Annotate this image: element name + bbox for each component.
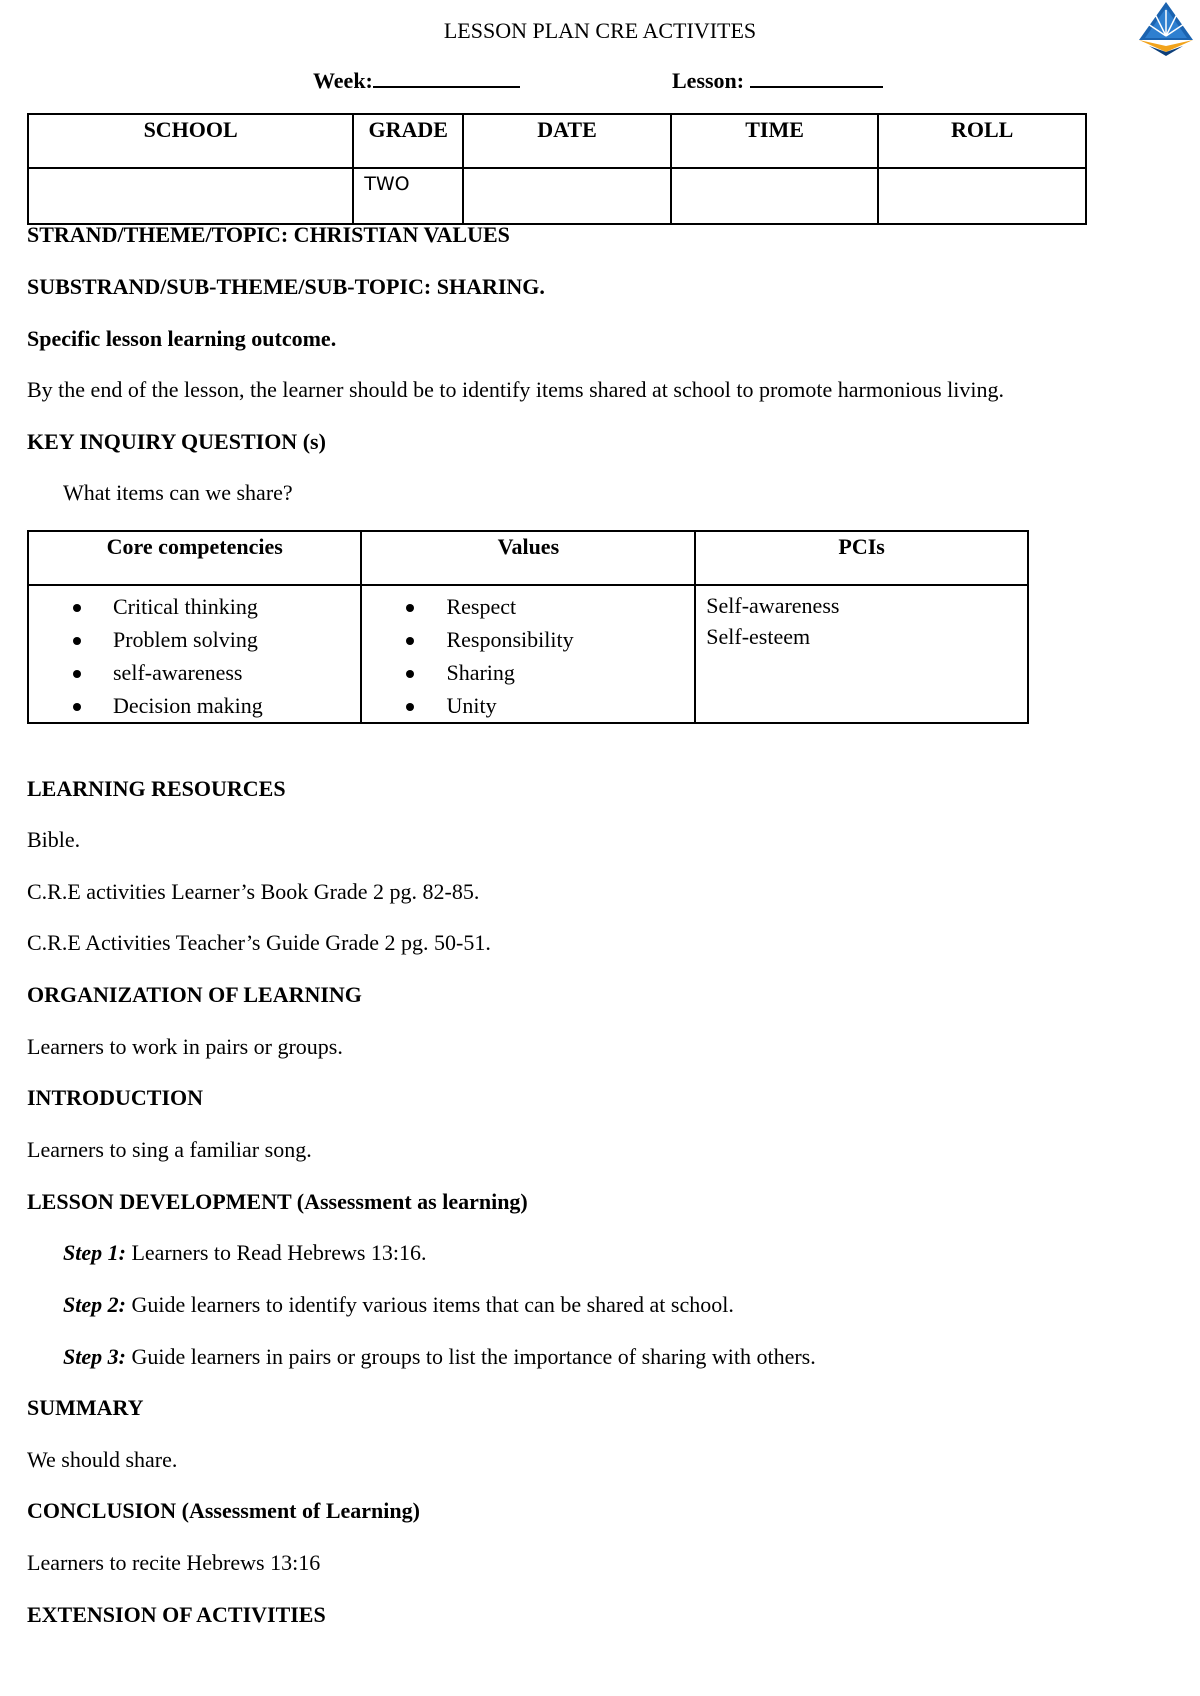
table-header-row [28, 114, 1086, 168]
introduction-text: Learners to sing a familiar song. [27, 1137, 312, 1162]
bullet-icon [73, 637, 81, 645]
bullet-icon [406, 703, 414, 711]
header-grade: GRADE [353, 114, 463, 168]
bullet-icon [73, 670, 81, 678]
table-header-row [28, 531, 1028, 585]
list-item: Respect [398, 590, 684, 623]
header-roll: ROLL [878, 114, 1086, 168]
summary-text: We should share. [27, 1447, 178, 1472]
table-row [28, 585, 1028, 723]
week-label: Week: [313, 68, 373, 93]
list-item: Self-awareness [706, 593, 840, 618]
bullet-icon [73, 703, 81, 711]
step-1: Step 1: Learners to Read Hebrews 13:16. [63, 1240, 427, 1265]
page-title: LESSON PLAN CRE ACTIVITES [443, 18, 757, 43]
lesson-blank[interactable] [750, 66, 883, 88]
substrand-heading: SUBSTRAND/SUB-THEME/SUB-TOPIC: SHARING. [27, 274, 545, 299]
lesson-info-table [27, 113, 1087, 225]
kiq-text: What items can we share? [63, 480, 293, 505]
resource-item: Bible. [27, 827, 81, 852]
conclusion-heading: CONCLUSION (Assessment of Learning) [27, 1498, 420, 1523]
strand-heading: STRAND/THEME/TOPIC: CHRISTIAN VALUES [27, 222, 510, 247]
resource-item: C.R.E Activities Teacher’s Guide Grade 2 pg. 50-51. [27, 930, 491, 955]
lesson-label: Lesson: [672, 68, 745, 93]
bullet-icon [73, 604, 81, 612]
list-item: Critical thinking [65, 590, 350, 623]
week-field [313, 66, 520, 94]
list-item: Unity [398, 689, 684, 722]
bullet-icon [406, 670, 414, 678]
introduction-heading: INTRODUCTION [27, 1085, 204, 1110]
lesson-field [672, 66, 883, 94]
summary-heading: SUMMARY [27, 1395, 144, 1420]
list-item: self-awareness [65, 656, 350, 689]
development-heading: LESSON DEVELOPMENT (Assessment as learning) [27, 1189, 528, 1214]
cell-roll[interactable] [878, 168, 1086, 224]
table-row [28, 168, 1086, 224]
bullet-icon [406, 637, 414, 645]
organization-heading: ORGANIZATION OF LEARNING [27, 982, 362, 1007]
list-item: Problem solving [65, 623, 350, 656]
step-2: Step 2: Guide learners to identify various items that can be shared at school. [63, 1292, 734, 1317]
bullet-icon [406, 604, 414, 612]
list-item: Sharing [398, 656, 684, 689]
pcis-cell [695, 585, 1028, 723]
step-3: Step 3: Guide learners in pairs or groups to list the importance of sharing with others. [63, 1344, 816, 1369]
resources-heading: LEARNING RESOURCES [27, 776, 286, 801]
outcome-text: By the end of the lesson, the learner should be to identify items shared at school to promote harmonious living. [27, 377, 1004, 402]
conclusion-text: Learners to recite Hebrews 13:16 [27, 1550, 321, 1575]
list-item: Responsibility [398, 623, 684, 656]
values-cell [361, 585, 695, 723]
cell-date[interactable] [463, 168, 671, 224]
header-values: Values [361, 531, 695, 585]
extension-heading: EXTENSION OF ACTIVITIES [27, 1602, 326, 1627]
kiq-heading: KEY INQUIRY QUESTION (s) [27, 429, 326, 454]
list-item: Decision making [65, 689, 350, 722]
organization-text: Learners to work in pairs or groups. [27, 1034, 343, 1059]
list-item: Self-esteem [706, 624, 811, 649]
header-pcis: PCIs [695, 531, 1028, 585]
week-blank[interactable] [373, 66, 520, 88]
resource-item: C.R.E activities Learner’s Book Grade 2 pg. 82-85. [27, 879, 480, 904]
cell-grade[interactable]: TWO [353, 168, 463, 224]
outcome-heading: Specific lesson learning outcome. [27, 326, 337, 351]
cell-school[interactable] [28, 168, 353, 224]
header-school: SCHOOL [28, 114, 353, 168]
header-core-competencies: Core competencies [28, 531, 361, 585]
header-date: DATE [463, 114, 671, 168]
header-time: TIME [671, 114, 879, 168]
cell-time[interactable] [671, 168, 879, 224]
competency-table [27, 530, 1029, 724]
core-competencies-cell [28, 585, 361, 723]
